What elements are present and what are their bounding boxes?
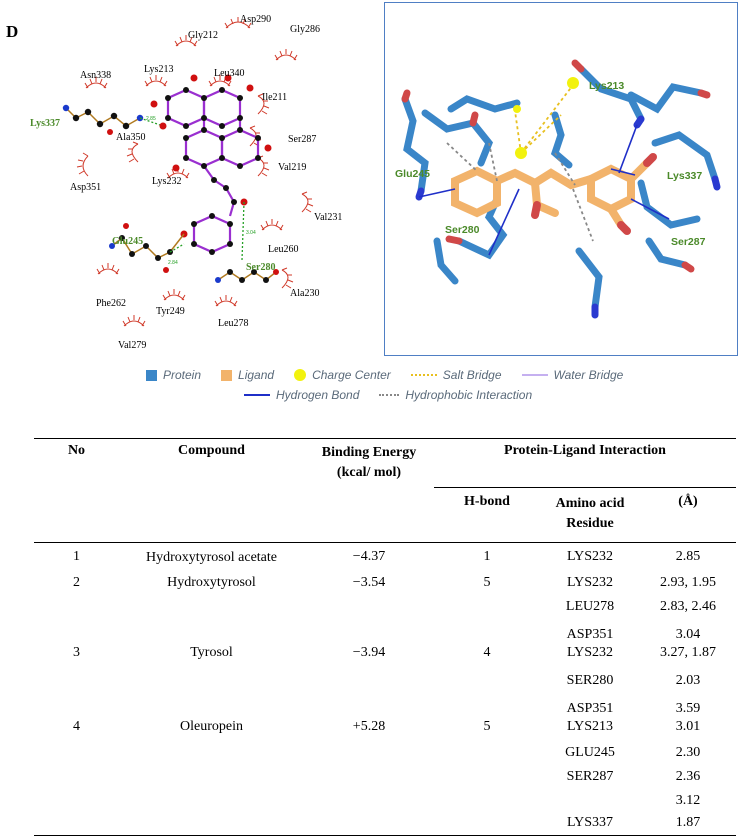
cell-distance: 2.36 (675, 769, 701, 784)
hbond-distance: 2.85 (146, 116, 156, 122)
legend-item-charge-center: Charge Center (294, 368, 391, 382)
res-label: Val279 (118, 340, 147, 351)
cell-hbond: 5 (483, 575, 491, 590)
legend-item-water-bridge: Water Bridge (522, 368, 624, 382)
cell-distance: 1.87 (675, 815, 701, 830)
table-row (34, 575, 736, 599)
cell-no: 3 (73, 645, 80, 660)
swatch-charge-center (294, 369, 306, 381)
cell-distance: 3.27, 1.87 (660, 645, 716, 660)
legend-item-ligand: Ligand (221, 368, 274, 382)
cell-no: 2 (73, 575, 80, 590)
interaction-3d-panel (384, 2, 738, 356)
cell-energy: −4.37 (352, 549, 386, 564)
3d-label-lys213: Lys213 (589, 80, 625, 92)
cell-compound: Hydroxytyrosol (167, 575, 256, 590)
swatch-protein (146, 370, 157, 381)
cell-energy: −3.94 (352, 645, 386, 660)
cell-distance: 2.83, 2.46 (660, 599, 716, 614)
res-label: Lys232 (152, 176, 182, 187)
cell-hbond: 1 (483, 549, 491, 564)
res-label: Ile211 (262, 92, 288, 103)
header-hbond: H-bond (464, 494, 510, 509)
panel-label: D (6, 22, 19, 41)
res-label: Lys213 (144, 64, 174, 75)
cell-distance: 3.01 (675, 719, 701, 734)
res-label: Ser287 (288, 134, 317, 145)
legend (140, 366, 700, 410)
cell-distance: 2.93, 1.95 (660, 575, 716, 590)
res-label: Leu278 (218, 318, 249, 329)
res-label-green: Glu245 (112, 236, 144, 247)
cell-energy: −3.54 (352, 575, 386, 590)
interaction-3d-render (385, 3, 737, 355)
header-no: No (67, 443, 86, 458)
res-label: Ala350 (116, 132, 146, 143)
cell-distance: 2.03 (675, 673, 701, 688)
cell-hbond: 5 (483, 719, 491, 734)
cell-distance: 2.30 (675, 745, 701, 760)
cell-no: 1 (73, 549, 80, 564)
res-label: Phe262 (96, 298, 126, 309)
cell-residue: LYS213 (566, 719, 614, 734)
table-row (34, 719, 736, 743)
res-label: Ala230 (290, 288, 320, 299)
header-binding-energy: Binding Energy (kcal/ mol) (321, 445, 417, 480)
cell-residue: LYS232 (566, 575, 614, 590)
cell-residue: LYS232 (566, 549, 614, 564)
res-label: Gly286 (290, 24, 320, 35)
res-label: Tyr249 (156, 306, 185, 317)
res-label: Leu260 (268, 244, 299, 255)
res-label: Asn338 (80, 70, 112, 81)
cell-distance: 3.12 (675, 793, 701, 808)
cell-residue: SER280 (566, 673, 614, 688)
header-residue: Amino acid Residue (555, 496, 625, 531)
res-label: Val219 (278, 162, 307, 173)
cell-residue: LYS232 (566, 645, 614, 660)
cell-compound: Tyrosol (190, 645, 233, 660)
swatch-hydrophobic (379, 394, 399, 396)
cell-hbond: 4 (483, 645, 491, 660)
table-row (34, 543, 736, 568)
interaction-diagram-2d (18, 8, 376, 356)
results-table (34, 438, 736, 836)
legend-item-hydrophobic: Hydrophobic Interaction (379, 388, 532, 402)
cell-residue (540, 791, 640, 815)
cell-no: 4 (73, 719, 80, 734)
legend-item-protein: Protein (146, 368, 201, 382)
cell-compound: Hydroxytyrosol acetate (145, 550, 277, 565)
res-label: Asp290 (240, 14, 272, 25)
header-protein-ligand-interaction: Protein-Ligand Interaction (434, 439, 736, 488)
legend-item-salt-bridge: Salt Bridge (411, 368, 502, 382)
cell-distance: 3.04 (675, 627, 701, 642)
cell-residue: LEU278 (565, 599, 615, 614)
res-label-green: Lys337 (30, 118, 61, 129)
res-label: Gly212 (188, 30, 218, 41)
header-distance: (Å) (678, 494, 698, 509)
cell-distance: 2.85 (675, 549, 701, 564)
table-row (34, 645, 736, 669)
swatch-water-bridge (522, 374, 548, 376)
legend-item-hydrogen-bond: Hydrogen Bond (244, 388, 359, 402)
res-label: Val231 (314, 212, 343, 223)
swatch-salt-bridge (411, 374, 437, 376)
3d-label-lys337: Lys337 (667, 170, 703, 182)
cell-energy: +5.28 (352, 719, 386, 734)
cell-distance: 3.59 (675, 701, 701, 716)
cell-compound: Oleuropein (180, 719, 243, 734)
hbond-distance: 2.84 (168, 260, 178, 266)
3d-label-glu245: Glu245 (395, 168, 431, 180)
swatch-hydrogen-bond (244, 394, 270, 396)
header-compound: Compound (178, 443, 245, 458)
3d-label-ser287: Ser287 (671, 236, 706, 248)
cell-residue: GLU245 (565, 745, 615, 760)
res-label: Asp351 (70, 182, 102, 193)
3d-label-ser280: Ser280 (445, 224, 480, 236)
swatch-ligand (221, 370, 232, 381)
cell-residue: LYS337 (566, 815, 614, 830)
res-label: Leu340 (214, 68, 245, 79)
cell-residue: ASP351 (566, 627, 614, 642)
cell-residue: ASP351 (566, 701, 614, 716)
hbond-distance: 3.04 (246, 230, 256, 236)
res-label-green: Ser280 (246, 262, 276, 273)
cell-residue: SER287 (566, 769, 614, 784)
